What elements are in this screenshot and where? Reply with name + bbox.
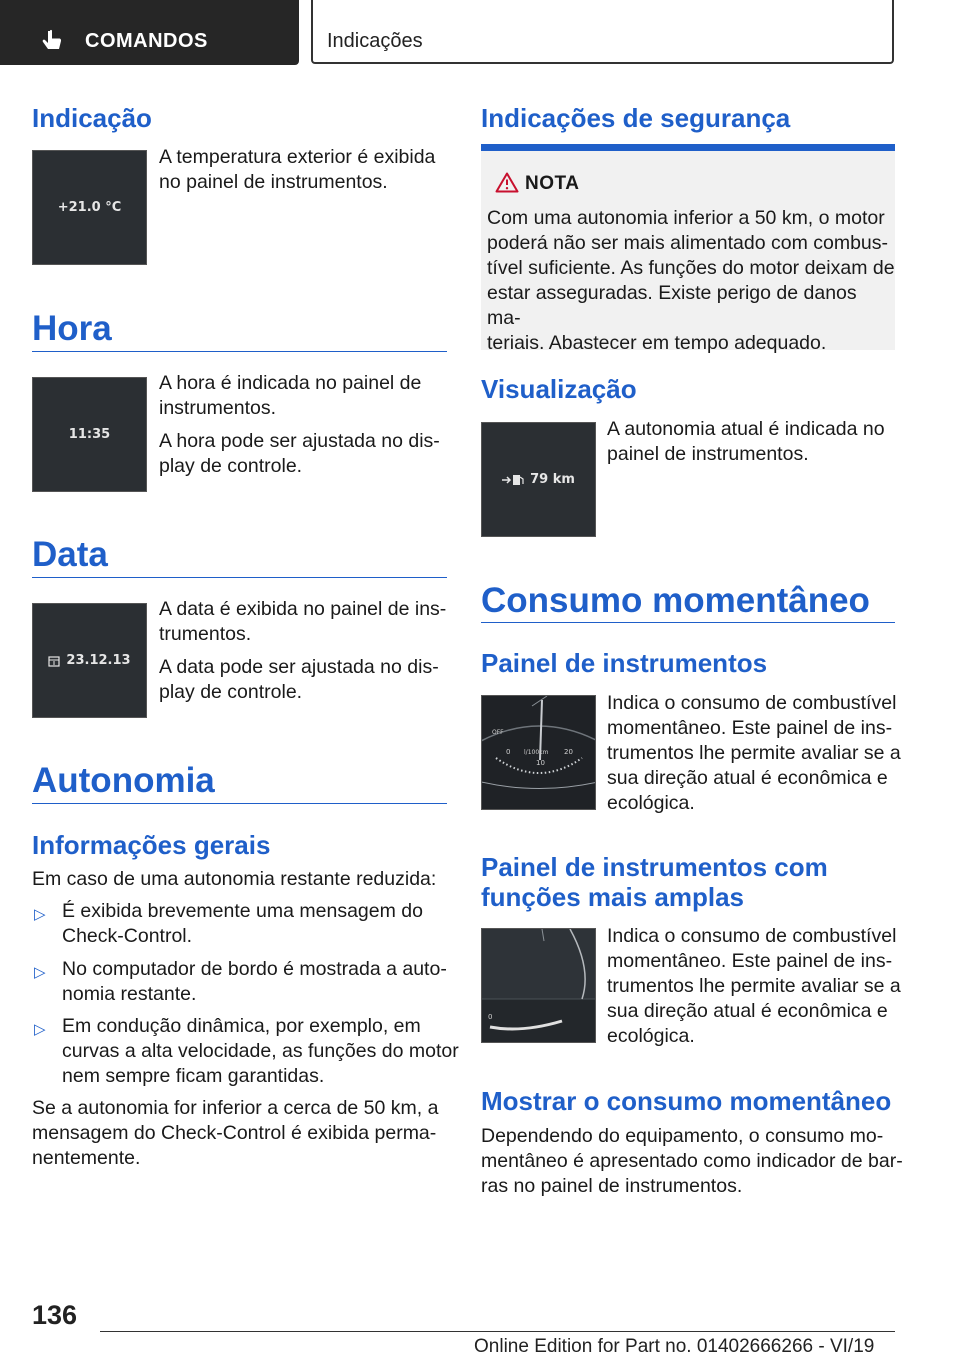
gauge-zero-label: 0 (506, 748, 511, 756)
footer-rule (100, 1331, 895, 1332)
autonomia-intro: Em caso de uma autonomia restante reduzida: (32, 868, 437, 890)
chapter-tab[interactable] (0, 0, 299, 65)
chapter-tab-label: COMANDOS (85, 30, 208, 52)
temperature-display-value: +21.0 °C (57, 200, 122, 215)
hora-rule (32, 351, 447, 352)
autonomia-rule (32, 803, 447, 804)
bullet-triangle-icon: ▷ (34, 964, 46, 981)
gauge-twenty-label: 20 (564, 748, 573, 756)
clock-display-image (32, 377, 147, 492)
bullet-triangle-icon: ▷ (34, 1021, 46, 1038)
autonomia-bullet-1: É exibida brevemente uma mensagem do Check-Control. (62, 900, 423, 947)
hand-pointer-icon (40, 28, 66, 54)
date-display-value: 23.12.13 (66, 653, 131, 668)
section-title: Indicações (327, 30, 423, 52)
painel-amplas-heading: Painel de instrumentos com funções mais amplas (481, 852, 828, 912)
note-box (481, 144, 895, 354)
mostrar-text: Dependendo do equipamento, o consumo mo- mentâneo é apresentado como indicador de bar- ras no painel de instrumentos. (481, 1125, 903, 1197)
painel-heading: Painel de instrumentos (481, 648, 768, 678)
painel-amplas-text: Indica o consumo de combustível momentâneo. Este painel de ins- trumentos lhe permite avaliar se a sua direção atual é econômica e ecológica. (607, 925, 901, 1047)
note-label: NOTA (525, 173, 580, 194)
consumption-gauge-image (481, 695, 596, 810)
section-header (311, 0, 894, 64)
autonomia-bullet-2: No computador de bordo é mostrada a auto- nomia restante. (62, 958, 447, 1005)
gauge-ten-label: 10 (536, 759, 545, 767)
footer-edition: Online Edition for Part no. 01402666266 - VI/19 (474, 1336, 875, 1357)
clock-display-value: 11:35 (68, 427, 111, 442)
bullet-triangle-icon: ▷ (34, 906, 46, 923)
extended-gauge-image (481, 928, 596, 1043)
visualizacao-text: A autonomia atual é indicada no painel de instrumentos. (607, 418, 885, 465)
note-box-topbar (481, 144, 895, 151)
informacoes-gerais-heading: Informações gerais (32, 830, 271, 860)
painel-text: Indica o consumo de combustível momentâneo. Este painel de ins- trumentos lhe permite avaliar se a sua direção atual é econômica e ecológica. (607, 692, 901, 814)
data-rule (32, 577, 447, 578)
hora-text: A hora é indicada no painel de instrumentos. A hora pode ser ajustada no dis- play de controle. (159, 372, 440, 477)
mostrar-heading: Mostrar o consumo momentâneo (481, 1086, 892, 1116)
note-text: Com uma autonomia inferior a 50 km, o motor poderá não ser mais alimentado com combus- tível suficiente. As funções do motor deixam de estar asseguradas. Existe perigo de danos ma- teriais. Abastecer em tempo adequado. (487, 207, 895, 354)
consumo-rule (481, 622, 895, 623)
extended-gauge-zero-label: 0 (488, 1013, 493, 1021)
extended-gauge-graphic (482, 929, 596, 1043)
calendar-icon (48, 655, 60, 667)
gauge-graphic (482, 696, 596, 810)
data-heading: Data (32, 535, 108, 574)
warning-triangle-icon (495, 172, 519, 193)
consumo-heading: Consumo momentâneo (481, 581, 870, 620)
gauge-unit-label: l/100km (524, 749, 549, 756)
range-display-value: 79 km (530, 472, 575, 487)
gauge-off-label: OFF (492, 729, 504, 736)
autonomia-heading: Autonomia (32, 761, 215, 800)
indicacao-text: A temperatura exterior é exibida no painel de instrumentos. (159, 146, 436, 193)
seguranca-heading: Indicações de segurança (481, 103, 791, 133)
indicacao-heading: Indicação (32, 103, 152, 133)
date-display-image (32, 603, 147, 718)
autonomia-closing: Se a autonomia for inferior a cerca de 50 km, a mensagem do Check-Control é exibida perma- nentemente. (32, 1097, 439, 1169)
autonomia-bullet-3: Em condução dinâmica, por exemplo, em curvas a alta velocidade, as funções do motor nem sempre ficam garantidas. (62, 1015, 459, 1087)
fuel-pump-arrow-icon (502, 474, 524, 486)
data-text: A data é exibida no painel de ins- trumentos. A data pode ser ajustada no dis- play de controle. (159, 598, 447, 703)
visualizacao-heading: Visualização (481, 374, 637, 404)
hora-heading: Hora (32, 309, 112, 348)
page-number: 136 (32, 1300, 78, 1330)
range-display-image (481, 422, 596, 537)
temperature-display-image (32, 150, 147, 265)
